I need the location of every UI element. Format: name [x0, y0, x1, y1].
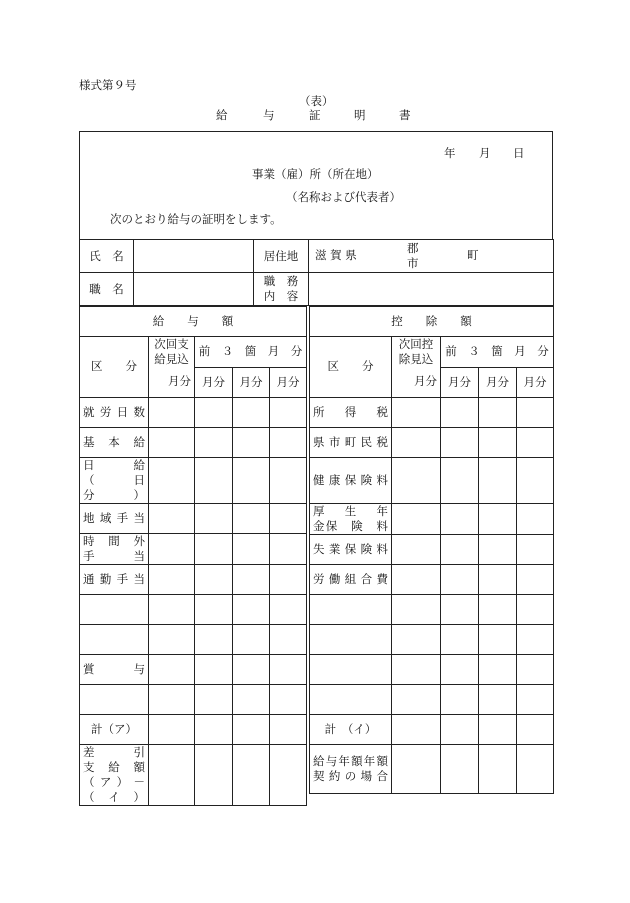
- shi-label: 市: [407, 256, 419, 270]
- deduction-amount-cell[interactable]: [392, 654, 441, 684]
- form-title-char: 書: [399, 108, 411, 122]
- deduction-row-label: 失業保険料: [310, 534, 392, 564]
- deduction-amount-cell[interactable]: [517, 503, 554, 534]
- deduction-amount-cell[interactable]: [517, 534, 554, 564]
- deduction-amount-cell[interactable]: [441, 503, 479, 534]
- deduction-row: [310, 594, 554, 624]
- duty-label: [254, 273, 309, 306]
- deduction-row: [310, 503, 554, 534]
- deduction-amount-cell[interactable]: [517, 714, 554, 744]
- deduction-next-header-line: 次回控: [398, 337, 434, 351]
- salary-amount-cell[interactable]: [195, 594, 233, 624]
- deduction-row: [310, 654, 554, 684]
- salary-month-unit: 月分: [149, 367, 195, 397]
- deduction-row: [310, 397, 554, 427]
- salary-amount-cell[interactable]: [270, 397, 307, 427]
- date-month-label: 月: [479, 146, 491, 160]
- salary-amount-cell[interactable]: [195, 624, 233, 654]
- salary-amount-cell[interactable]: [195, 654, 233, 684]
- residence-field[interactable]: [309, 240, 554, 273]
- deduction-amount-cell[interactable]: [517, 457, 554, 503]
- form-title-char: 給: [216, 108, 228, 122]
- deduction-amount-cell[interactable]: [441, 594, 479, 624]
- residence-label: 居住地: [254, 240, 309, 273]
- form-title-char: 証: [309, 108, 321, 122]
- salary-amount-cell[interactable]: [233, 457, 270, 503]
- deduction-amount-cell[interactable]: [392, 624, 441, 654]
- office-label: 事業（雇）所（所在地）: [252, 167, 379, 181]
- deduction-row: [310, 427, 554, 457]
- salary-row-label: 賞 与: [80, 654, 149, 684]
- salary-month-unit: 月分: [270, 367, 307, 397]
- salary-row-label: 時 間 外手 当: [80, 533, 149, 564]
- machi-label: 町: [467, 248, 479, 262]
- salary-amount-cell[interactable]: [233, 427, 270, 457]
- salary-row-label: [80, 594, 149, 624]
- deduction-amount-cell[interactable]: [479, 594, 517, 624]
- deduction-row: [310, 457, 554, 503]
- deduction-amount-cell[interactable]: [479, 654, 517, 684]
- deduction-row-label: 計 （イ）: [310, 714, 392, 744]
- position-field[interactable]: [134, 273, 254, 306]
- salary-amount-cell[interactable]: [195, 503, 233, 533]
- salary-amount-cell[interactable]: [149, 427, 195, 457]
- deduction-amount-cell[interactable]: [392, 534, 441, 564]
- deduction-amount-cell[interactable]: [392, 714, 441, 744]
- salary-amount-cell[interactable]: [149, 594, 195, 624]
- deduction-amount-cell[interactable]: [441, 714, 479, 744]
- salary-amount-cell[interactable]: [270, 684, 307, 714]
- deduction-row-label: [310, 594, 392, 624]
- deduction-month-unit: 月分: [441, 367, 479, 397]
- deduction-amount-cell[interactable]: [517, 654, 554, 684]
- salary-row-label: 日 給（ 日分 ）: [80, 457, 149, 503]
- form-number: 様式第９号: [79, 78, 137, 92]
- deduction-row: [310, 744, 554, 793]
- salary-amount-cell[interactable]: [195, 564, 233, 594]
- deduction-row-label: 厚 生 年 金保 険 料: [310, 503, 392, 534]
- deduction-amount-cell[interactable]: [517, 427, 554, 457]
- salary-row-label: 基 本 給: [80, 427, 149, 457]
- salary-row: [80, 624, 307, 654]
- salary-amount-cell[interactable]: [195, 684, 233, 714]
- salary-row: [80, 503, 307, 533]
- deduction-amount-cell[interactable]: [479, 534, 517, 564]
- salary-amount-cell[interactable]: [149, 397, 195, 427]
- gun-label: 郡: [407, 241, 419, 255]
- deduction-amount-cell[interactable]: [517, 684, 554, 714]
- salary-row-label: 地 域 手 当: [80, 503, 149, 533]
- salary-row: [80, 533, 307, 564]
- salary-amount-cell[interactable]: [233, 397, 270, 427]
- deduction-row: [310, 534, 554, 564]
- deduction-amount-cell[interactable]: [441, 624, 479, 654]
- duty-field[interactable]: [309, 273, 554, 306]
- salary-month-unit: 月分: [195, 367, 233, 397]
- salary-section-header: 給 与 額: [80, 307, 307, 337]
- deduction-row-label: 給与年額年額契約の場合: [310, 744, 392, 793]
- salary-amount-cell[interactable]: [149, 714, 195, 744]
- salary-amount-cell[interactable]: [195, 397, 233, 427]
- salary-amount-cell[interactable]: [195, 533, 233, 564]
- deduction-amount-cell[interactable]: [392, 594, 441, 624]
- salary-amount-cell[interactable]: [149, 564, 195, 594]
- date-year-label: 年: [444, 146, 456, 160]
- salary-row-label: 計（ア）: [80, 714, 149, 744]
- name-label: 氏 名: [80, 240, 134, 273]
- deduction-prev-header: 前 ３ 箇 月 分: [441, 337, 554, 368]
- salary-amount-cell[interactable]: [149, 624, 195, 654]
- salary-amount-cell[interactable]: [270, 744, 307, 805]
- deduction-amount-cell[interactable]: [517, 744, 554, 793]
- salary-amount-cell[interactable]: [233, 714, 270, 744]
- deduction-amount-cell[interactable]: [479, 427, 517, 457]
- salary-amount-cell[interactable]: [233, 533, 270, 564]
- deduction-amount-cell[interactable]: [479, 744, 517, 793]
- person-info-table: [79, 239, 554, 306]
- deduction-row-label: [310, 654, 392, 684]
- deduction-amount-cell[interactable]: [441, 564, 479, 594]
- deduction-amount-cell[interactable]: [441, 457, 479, 503]
- form-side-label: （表）: [299, 94, 334, 108]
- salary-prev-header: 前 ３ 箇 月 分: [195, 337, 307, 368]
- salary-amount-cell[interactable]: [270, 503, 307, 533]
- salary-row-label: 就 労 日 数: [80, 397, 149, 427]
- salary-table: [79, 306, 307, 806]
- deduction-amount-cell[interactable]: [441, 654, 479, 684]
- salary-row: [80, 427, 307, 457]
- date-day-label: 日: [513, 146, 525, 160]
- deduction-row-label: 健康保険料: [310, 457, 392, 503]
- deduction-month-unit: 月分: [517, 367, 554, 397]
- statement-text: 次のとおり給与の証明をします。: [110, 212, 282, 226]
- deduction-row-label: 労働組合費: [310, 564, 392, 594]
- salary-row: [80, 744, 307, 805]
- deduction-month-unit: 月分: [392, 367, 441, 397]
- salary-amount-cell[interactable]: [270, 624, 307, 654]
- deduction-amount-cell[interactable]: [517, 397, 554, 427]
- deduction-amount-cell[interactable]: [479, 397, 517, 427]
- deduction-row: [310, 684, 554, 714]
- deduction-month-unit: 月分: [479, 367, 517, 397]
- deduction-next-header: [392, 337, 441, 368]
- salary-row: [80, 684, 307, 714]
- deduction-amount-cell[interactable]: [392, 397, 441, 427]
- deduction-amount-cell[interactable]: [479, 564, 517, 594]
- salary-amount-cell[interactable]: [270, 714, 307, 744]
- form-title-char: 明: [354, 108, 366, 122]
- deduction-amount-cell[interactable]: [441, 684, 479, 714]
- deduction-row-label: 所 得 税: [310, 397, 392, 427]
- deduction-amount-cell[interactable]: [479, 457, 517, 503]
- salary-amount-cell[interactable]: [233, 684, 270, 714]
- salary-category-header: 区 分: [80, 337, 149, 398]
- name-representative-label: （名称および代表者）: [286, 190, 401, 204]
- salary-row: [80, 714, 307, 744]
- salary-amount-cell[interactable]: [233, 564, 270, 594]
- deduction-section-header: 控 除 額: [310, 307, 554, 337]
- deduction-amount-cell[interactable]: [479, 503, 517, 534]
- salary-amount-cell[interactable]: [149, 684, 195, 714]
- deduction-next-header-line: 除見込: [398, 352, 434, 366]
- duty-label-line: 内 容: [263, 289, 299, 303]
- deduction-amount-cell[interactable]: [441, 427, 479, 457]
- salary-amount-cell[interactable]: [149, 654, 195, 684]
- deduction-amount-cell[interactable]: [441, 397, 479, 427]
- salary-row: [80, 397, 307, 427]
- salary-amount-cell[interactable]: [233, 654, 270, 684]
- salary-row: [80, 457, 307, 503]
- salary-amount-cell[interactable]: [149, 744, 195, 805]
- deduction-amount-cell[interactable]: [517, 594, 554, 624]
- deduction-row-label: [310, 684, 392, 714]
- salary-amount-cell[interactable]: [149, 533, 195, 564]
- salary-row-label: 通 勤 手 当: [80, 564, 149, 594]
- salary-next-header-line: 次回支: [154, 337, 189, 351]
- salary-row: [80, 654, 307, 684]
- salary-amount-cell[interactable]: [149, 457, 195, 503]
- deduction-row: [310, 564, 554, 594]
- deduction-row: [310, 714, 554, 744]
- salary-amount-cell[interactable]: [233, 503, 270, 533]
- deduction-amount-cell[interactable]: [517, 624, 554, 654]
- deduction-amount-cell[interactable]: [392, 564, 441, 594]
- salary-row-label: [80, 624, 149, 654]
- salary-amount-cell[interactable]: [195, 744, 233, 805]
- salary-row-label: [80, 684, 149, 714]
- prefecture-label: 滋 賀 県: [315, 248, 357, 262]
- position-label: 職 名: [80, 273, 134, 306]
- salary-amount-cell[interactable]: [270, 533, 307, 564]
- salary-amount-cell[interactable]: [195, 427, 233, 457]
- deduction-amount-cell[interactable]: [479, 624, 517, 654]
- salary-amount-cell[interactable]: [270, 564, 307, 594]
- salary-amount-cell[interactable]: [270, 594, 307, 624]
- salary-amount-cell[interactable]: [233, 594, 270, 624]
- salary-month-unit: 月分: [233, 367, 270, 397]
- deduction-amount-cell[interactable]: [479, 684, 517, 714]
- salary-amount-cell[interactable]: [270, 457, 307, 503]
- salary-amount-cell[interactable]: [270, 654, 307, 684]
- header-box: [79, 131, 553, 240]
- salary-next-header: [149, 337, 195, 368]
- deduction-amount-cell[interactable]: [517, 564, 554, 594]
- salary-amount-cell[interactable]: [195, 714, 233, 744]
- form-title-char: 与: [263, 108, 275, 122]
- salary-amount-cell[interactable]: [270, 427, 307, 457]
- salary-amount-cell[interactable]: [149, 503, 195, 533]
- deduction-amount-cell[interactable]: [392, 457, 441, 503]
- deduction-amount-cell[interactable]: [392, 427, 441, 457]
- salary-amount-cell[interactable]: [195, 457, 233, 503]
- salary-row: [80, 564, 307, 594]
- deduction-amount-cell[interactable]: [441, 534, 479, 564]
- deduction-amount-cell[interactable]: [392, 684, 441, 714]
- deduction-row-label: 県市町民税: [310, 427, 392, 457]
- name-field[interactable]: [134, 240, 254, 273]
- deduction-amount-cell[interactable]: [392, 744, 441, 793]
- salary-row-label: 差 引支 給 額（ア）－（イ）: [80, 744, 149, 805]
- duty-label-line: 職 務: [263, 274, 299, 288]
- deduction-amount-cell[interactable]: [479, 714, 517, 744]
- salary-row: [80, 594, 307, 624]
- form-title: [216, 110, 412, 124]
- salary-next-header-line: 給見込: [154, 352, 189, 366]
- deduction-category-header: 区 分: [310, 337, 392, 398]
- deduction-amount-cell[interactable]: [441, 744, 479, 793]
- deduction-row: [310, 624, 554, 654]
- salary-amount-cell[interactable]: [233, 744, 270, 805]
- salary-amount-cell[interactable]: [233, 624, 270, 654]
- deduction-row-label: [310, 624, 392, 654]
- deduction-table: [309, 306, 554, 794]
